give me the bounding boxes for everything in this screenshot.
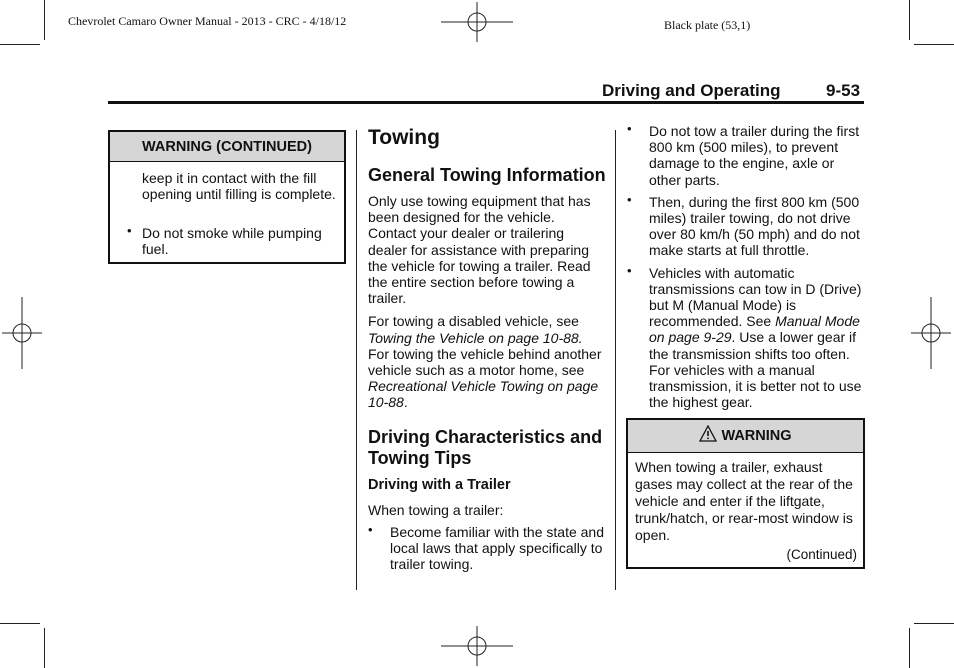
warning-box [626,418,865,569]
warning-triangle-icon [699,425,717,442]
section-heading: Driving Characteristics and Towing Tips [368,426,603,468]
cross-reference-link[interactable]: Towing the Vehicle on page 10-88. [368,329,583,346]
cross-reference-link[interactable]: Manual Mode on page 9-29 [649,313,860,346]
section-heading: General Towing Information [368,165,606,185]
warning-header [110,132,344,162]
list-item-text: Then, during the first 800 km (500 miles) trailer towing, do not drive over 80 km/h (50 mph) and do not make starts at full throttle. [649,193,860,259]
column-divider [615,130,616,590]
column-3 [627,123,865,410]
plate-label: Black plate (53,1) [664,18,751,32]
crop-mark [0,623,40,624]
warning-header [628,420,863,453]
warning-title: WARNING (CONTINUED) [142,139,312,155]
crop-mark [0,44,40,45]
crop-mark [914,44,954,45]
bullet-icon: • [627,121,632,136]
registration-mark-icon [911,297,951,369]
list-item [627,191,865,259]
page-heading: Towing [368,126,440,149]
paragraph: When towing a trailer: [368,501,504,518]
text-run: . Use a lower gear if the transmission shifts too often. For vehicles with a manual transmission, it is better not to use the highest gear. [649,329,862,411]
continued-label: (Continued) [786,547,857,562]
page-number: 9-53 [826,81,861,100]
subsection-heading: Driving with a Trailer [368,476,511,493]
list-item [368,521,606,573]
text-run: For towing the vehicle behind another vehicle such as a motor home, see [368,345,602,379]
text-run: For towing a disabled vehicle, see [368,313,579,330]
column-divider [356,130,357,590]
text-run: . [403,394,408,411]
list-item [127,225,332,257]
document-title: Chevrolet Camaro Owner Manual - 2013 - CRC - 4/18/12 [68,14,347,28]
bullet-icon: • [627,262,632,278]
list-item [627,123,865,188]
crop-mark [909,628,910,668]
paragraph: Only use towing equipment that has been designed for the vehicle. Contact your dealer or trailering dealer for assistance with preparing the vehicle for towing a trailer. Read the entire section before towing a trailer. [368,193,591,307]
paragraph [368,313,606,410]
warning-text: When towing a trailer, exhaust gases may collect at the rear of the vehicle and enter if the liftgate, trunk/hatch, or rear-most window is open. [635,459,853,543]
warning-box-continued [108,130,346,264]
warning-title: WARNING [721,428,792,444]
list-item [627,262,865,411]
bullet-icon: • [627,191,632,207]
registration-mark-icon [441,626,513,666]
section-title: Driving and Operating [602,81,781,100]
crop-mark [44,0,45,40]
crop-mark [44,628,45,668]
column-2 [368,126,606,572]
bullet-icon: • [368,521,373,537]
registration-mark-icon [441,2,513,42]
header-rule [108,101,864,104]
list-item-text: Become familiar with the state and local laws that apply specifically to trailer towing. [390,523,604,573]
registration-mark-icon [2,297,42,369]
cross-reference-link[interactable]: Recreational Vehicle Towing on page 10-88 [368,378,599,411]
bullet-icon: • [127,223,132,238]
list-item-text: Do not smoke while pumping fuel. [142,225,322,258]
list-item-text: Do not tow a trailer during the first 800 km (500 miles), to prevent damage to the engine, axle or other parts. [649,123,860,188]
crop-mark [909,0,910,40]
warning-continued-text: keep it in contact with the fill opening until filling is complete. [142,170,336,203]
crop-mark [914,623,954,624]
text-run: Vehicles with automatic transmissions can tow in D (Drive) but M (Manual Mode) is recommended. See [649,264,862,330]
